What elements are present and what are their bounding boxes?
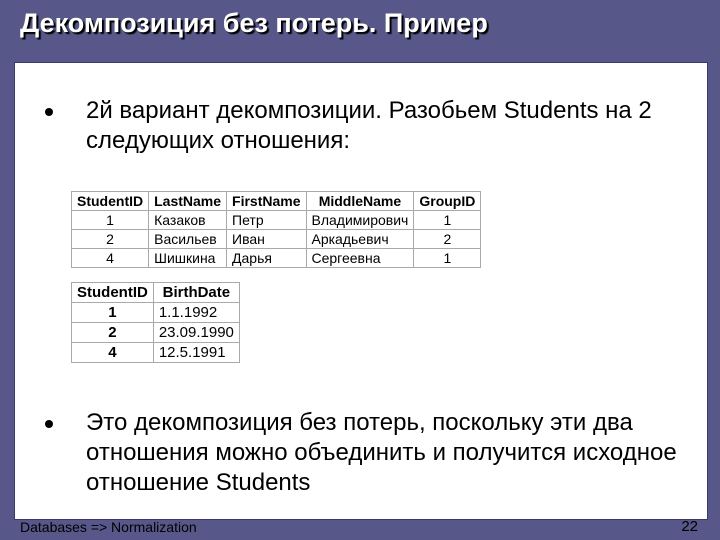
table-cell: Дарья	[227, 249, 306, 268]
table-cell: 2	[72, 323, 154, 343]
column-header: GroupID	[414, 192, 481, 211]
table-row	[72, 323, 240, 343]
table-cell: Владимирович	[306, 211, 414, 230]
table-cell: Иван	[227, 230, 306, 249]
table-cell: Казаков	[149, 211, 227, 230]
table-cell: Сергеевна	[306, 249, 414, 268]
table-cell: 2	[72, 230, 149, 249]
table-cell: 4	[72, 343, 154, 363]
table-cell: 12.5.1991	[153, 343, 239, 363]
table-row	[72, 249, 481, 268]
table-header-row	[72, 283, 240, 303]
bullet-dot-icon	[45, 108, 53, 116]
bullet-item	[45, 96, 686, 156]
table-cell: 1	[414, 249, 481, 268]
table-cell: 1.1.1992	[153, 303, 239, 323]
table-cell: 1	[72, 211, 149, 230]
column-header: StudentID	[72, 283, 154, 303]
table-cell: 23.09.1990	[153, 323, 239, 343]
table-cell: Аркадьевич	[306, 230, 414, 249]
table-row	[72, 343, 240, 363]
students-main-table	[71, 191, 481, 268]
bullet-text: 2й вариант декомпозиции. Разобьем Students на 2 следующих отношения:	[86, 97, 652, 154]
column-header: BirthDate	[153, 283, 239, 303]
table-cell: Петр	[227, 211, 306, 230]
table-row	[72, 211, 481, 230]
table-row	[72, 230, 481, 249]
page-number: 22	[681, 518, 698, 535]
bullet-text: Это декомпозиция без потерь, поскольку эти два отношения можно объединить и получится исходное отношение Students	[86, 409, 677, 496]
table-cell: 1	[414, 211, 481, 230]
content-panel	[14, 62, 708, 520]
column-header: FirstName	[227, 192, 306, 211]
table-cell: 4	[72, 249, 149, 268]
table-row	[72, 303, 240, 323]
column-header: LastName	[149, 192, 227, 211]
table-header-row	[72, 192, 481, 211]
column-header: MiddleName	[306, 192, 414, 211]
footer-section-label: Databases => Normalization	[20, 519, 197, 535]
table-cell: Шишкина	[149, 249, 227, 268]
bullet-dot-icon	[45, 420, 53, 428]
table-cell: Васильев	[149, 230, 227, 249]
bullet-item	[45, 408, 706, 498]
table-cell: 1	[72, 303, 154, 323]
table-cell: 2	[414, 230, 481, 249]
column-header: StudentID	[72, 192, 149, 211]
slide-title: Декомпозиция без потерь. Пример	[20, 8, 488, 38]
students-birthdate-table	[71, 282, 240, 363]
